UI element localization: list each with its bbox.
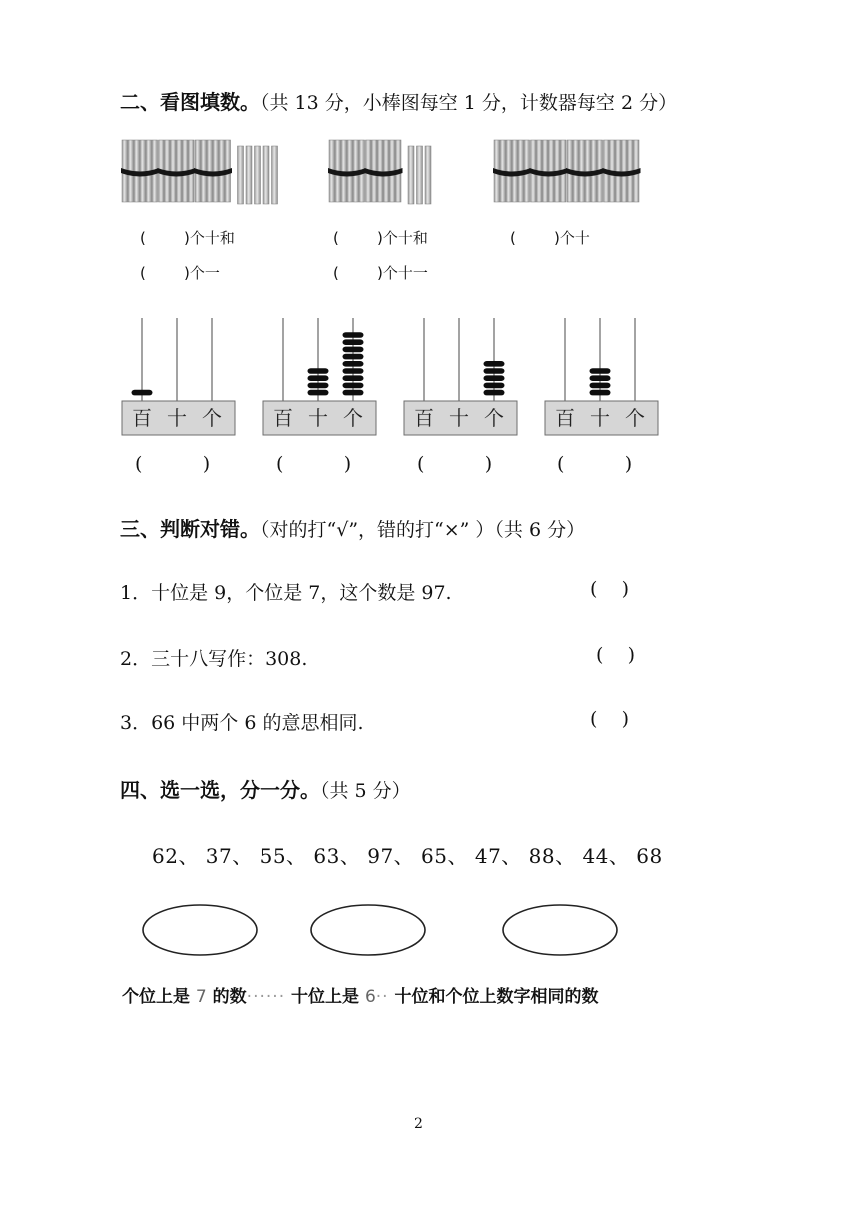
section2-title: 二、看图填数。	[120, 90, 260, 114]
abacus-place-label: 百	[555, 406, 575, 430]
answer-3[interactable]: ( )	[590, 708, 629, 730]
stick-blank-2a[interactable]: ( )个十和	[333, 229, 428, 247]
abacus-place-label: 百	[414, 406, 434, 430]
abacus-bead	[484, 361, 505, 367]
section2-note: （共 13 分，小棒图每空 1 分，计数器每空 2 分）	[260, 92, 678, 114]
abacus-bead	[308, 375, 329, 381]
abacus-bead	[590, 390, 611, 396]
stick-figures	[0, 130, 860, 220]
stick-blank-1b[interactable]: ( )个一	[140, 264, 220, 282]
abacus-bead	[343, 339, 364, 345]
single-stick	[263, 146, 269, 204]
category-1-number: 7	[195, 987, 207, 1007]
abacus-bead	[343, 390, 364, 396]
stick-bundle	[493, 140, 531, 202]
category-2-text: 十位上是	[291, 987, 360, 1007]
abacus-bead	[308, 390, 329, 396]
answer-2[interactable]: ( )	[596, 644, 635, 666]
abacus	[122, 318, 235, 435]
abacus-place-label: 十	[449, 406, 469, 430]
abacus-bead	[308, 383, 329, 389]
single-stick	[425, 146, 431, 204]
stick-bundle	[566, 140, 604, 202]
oval-2[interactable]	[311, 905, 425, 955]
abacus-bead	[590, 375, 611, 381]
section3-heading	[120, 513, 585, 542]
abacus	[545, 318, 658, 435]
stick-blank-2b[interactable]: ( )个十一	[333, 264, 428, 282]
section4-heading	[120, 774, 411, 803]
abacus-place-label: 个	[625, 406, 645, 430]
abacus-bead	[343, 347, 364, 353]
abacus-bead	[484, 390, 505, 396]
category-1-text: 个位上是	[122, 987, 190, 1007]
abacus-answer-1[interactable]: ( )	[135, 453, 211, 475]
section3-note: （对的打“√”，错的打“×” ）（共 6 分）	[260, 519, 586, 541]
page-number: 2	[414, 1116, 423, 1132]
abacus-answer-4[interactable]: ( )	[557, 453, 633, 475]
single-stick	[417, 146, 423, 204]
stick-bundle	[365, 140, 403, 202]
abacus-place-label: 百	[132, 406, 152, 430]
answer-1[interactable]: ( )	[590, 578, 629, 600]
category-row	[122, 982, 599, 1007]
abacus-answer-3[interactable]: ( )	[417, 453, 493, 475]
category-1-tail: 的数	[212, 987, 247, 1007]
abacus	[263, 318, 376, 435]
category-3-text: 十位和个位上数字相同的数	[394, 987, 599, 1007]
abacus-bead	[590, 368, 611, 374]
number-list: 62、 37、 55、 63、 97、 65、 47、 88、 44、 68	[152, 844, 663, 868]
abacus-bead	[484, 375, 505, 381]
category-2-number: 6	[364, 987, 376, 1007]
abacus-place-label: 个	[343, 406, 363, 430]
abacus-answer-2[interactable]: ( )	[276, 453, 352, 475]
single-stick	[238, 146, 244, 204]
section3-title: 三、判断对错。	[120, 517, 260, 541]
oval-1[interactable]	[143, 905, 257, 955]
abacus-bead	[343, 332, 364, 338]
section2-heading	[120, 86, 677, 115]
abacus-place-label: 十	[308, 406, 328, 430]
section4-note: （共 5 分）	[320, 780, 411, 802]
question-3: 3．66 中两个 6 的意思相同.	[120, 712, 364, 734]
sorting-ovals	[130, 895, 640, 965]
abacus-bead	[484, 368, 505, 374]
abacus-bead	[343, 354, 364, 360]
abacus-figures	[0, 312, 860, 442]
question-2: 2．三十八写作：308.	[120, 648, 308, 670]
stick-bundle	[158, 140, 196, 202]
single-stick	[255, 146, 261, 204]
abacus-place-label: 十	[167, 406, 187, 430]
abacus-place-label: 十	[590, 406, 610, 430]
stick-bundle	[328, 140, 366, 202]
abacus-bead	[590, 383, 611, 389]
abacus-place-label: 个	[202, 406, 222, 430]
question-1: 1．十位是 9，个位是 7，这个数是 97.	[120, 582, 452, 604]
stick-bundle	[121, 140, 159, 202]
abacus-bead	[343, 383, 364, 389]
leader-dots-1: ······	[246, 987, 286, 1007]
single-stick	[408, 146, 414, 204]
abacus-place-label: 个	[484, 406, 504, 430]
abacus-bead	[484, 383, 505, 389]
stick-blank-3a[interactable]: ( )个十	[510, 229, 590, 247]
oval-3[interactable]	[503, 905, 617, 955]
abacus-bead	[343, 368, 364, 374]
stick-bundle	[530, 140, 568, 202]
single-stick	[246, 146, 252, 204]
leader-dots-2: ··	[375, 987, 389, 1007]
stick-bundle	[603, 140, 641, 202]
stick-bundle	[194, 140, 232, 202]
abacus-bead	[308, 368, 329, 374]
stick-blank-1a[interactable]: ( )个十和	[140, 229, 235, 247]
abacus	[404, 318, 517, 435]
abacus-place-label: 百	[273, 406, 293, 430]
section4-title: 四、选一选，分一分。	[120, 778, 320, 802]
abacus-bead	[343, 361, 364, 367]
abacus-bead	[343, 375, 364, 381]
single-stick	[272, 146, 278, 204]
abacus-bead	[132, 390, 153, 396]
